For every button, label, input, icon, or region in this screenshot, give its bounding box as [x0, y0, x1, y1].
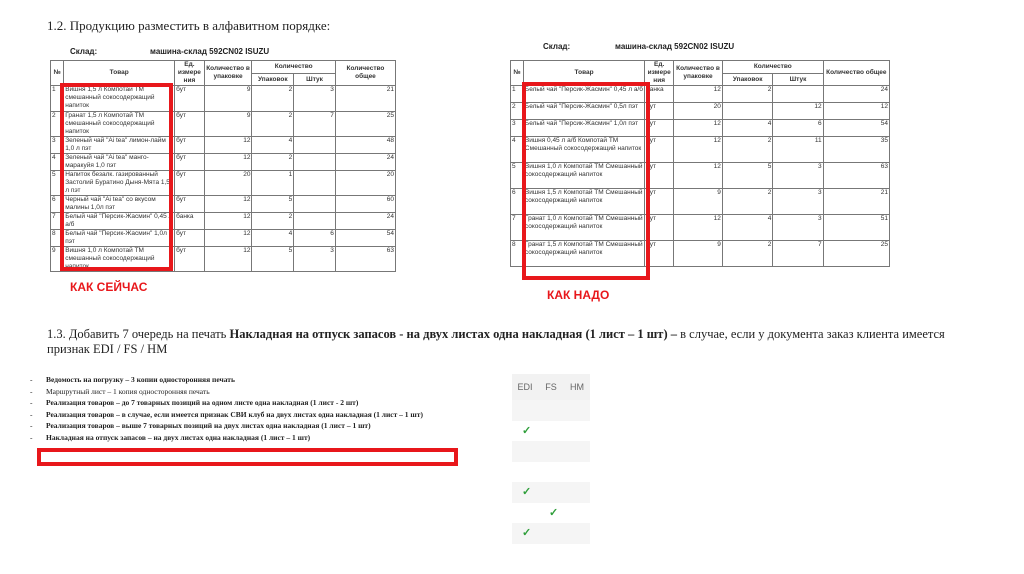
total: 24 — [335, 154, 395, 171]
pieces: 7 — [294, 112, 336, 137]
section-heading-1-2: 1.2. Продукцию разместить в алфавитном порядке: — [47, 18, 331, 33]
print-list-item — [30, 409, 423, 421]
row-number: 7 — [511, 215, 524, 241]
print-list-text: Ведомость на погрузку – 3 копии односторонняя печать — [46, 375, 235, 384]
col-num: № — [511, 61, 524, 86]
packs: 4 — [722, 120, 773, 137]
flag-row — [512, 503, 590, 524]
row-number: 8 — [51, 230, 64, 247]
row-number: 8 — [511, 241, 524, 267]
total: 24 — [335, 213, 395, 230]
pieces — [294, 154, 336, 171]
print-list-item — [30, 420, 423, 432]
unit: бут — [175, 230, 205, 247]
unit: бут — [175, 196, 205, 213]
row-number: 1 — [51, 86, 64, 112]
col-pcs: Штук — [294, 74, 336, 86]
packs: 2 — [252, 213, 294, 230]
pieces — [294, 196, 336, 213]
qty-per-pack: 12 — [204, 247, 252, 272]
left-product-highlight — [60, 83, 173, 271]
pieces: 6 — [294, 230, 336, 247]
product-name: Гранат 1,0 л Компотай ТМ Смешанный сокосодержащий напиток — [523, 215, 644, 241]
product-name: Белый чай "Персик-Жасмин" 0,45 л а/б — [64, 213, 175, 230]
row-number: 4 — [51, 154, 64, 171]
pieces: 7 — [773, 241, 823, 267]
pieces: 3 — [773, 189, 823, 215]
col-total: Количество общее — [335, 61, 395, 86]
unit: бут — [175, 137, 205, 154]
packs — [722, 103, 773, 120]
qty-per-pack: 12 — [674, 163, 723, 189]
packs: 4 — [252, 137, 294, 154]
unit: бут — [645, 163, 674, 189]
unit: бут — [175, 112, 205, 137]
qty-per-pack: 12 — [204, 154, 252, 171]
qty-per-pack: 12 — [674, 137, 723, 163]
pieces: 3 — [294, 86, 336, 112]
right-sklad-label: Склад: — [543, 42, 571, 51]
col-qty: Количество — [722, 61, 823, 74]
para-prefix: 1.3. Добавить 7 очередь на печать — [47, 327, 230, 341]
total: 54 — [823, 120, 889, 137]
row-number: 5 — [511, 163, 524, 189]
product-name: Гранат 1,5 л Компотай ТМ смешанный сокосодержащий напиток — [64, 112, 175, 137]
flags-panel — [512, 374, 590, 544]
product-name: Белый чай "Персик-Жасмин" 1,0л пэт — [523, 120, 644, 137]
flag-header-edi: EDI — [517, 382, 533, 392]
unit: бут — [175, 171, 205, 196]
total: 54 — [335, 230, 395, 247]
check-icon: ✓ — [522, 424, 532, 437]
row-number: 5 — [51, 171, 64, 196]
pieces: 3 — [294, 247, 336, 272]
packs: 2 — [722, 137, 773, 163]
packs: 2 — [252, 86, 294, 112]
col-total: Количество общее — [823, 61, 889, 86]
left-sklad-label: Склад: — [70, 47, 98, 56]
packs: 1 — [252, 171, 294, 196]
list-bullet: - — [30, 386, 33, 396]
print-list-item — [30, 397, 423, 409]
right-sklad-value: машина-склад 592CN02 ISUZU — [615, 42, 735, 51]
packs: 2 — [722, 241, 773, 267]
product-name: Зеленый чай "Ai tea" лимон-лайм 1,0 л пэт — [64, 137, 175, 154]
para-bold: Накладная на отпуск запасов - на двух листах одна накладная (1 лист – 1 шт) – — [229, 327, 677, 341]
unit: бут — [645, 215, 674, 241]
left-sklad-value: машина-склад 592CN02 ISUZU — [150, 47, 270, 56]
row-number: 1 — [511, 86, 524, 103]
row-number: 4 — [511, 137, 524, 163]
col-qty-pack: Количество в упаковке — [204, 61, 252, 86]
total: 25 — [823, 241, 889, 267]
qty-per-pack: 12 — [204, 137, 252, 154]
print-list-text: Реализация товаров – до 7 товарных позиций на одном листе одна накладная (1 лист - 2 шт) — [46, 398, 359, 407]
qty-per-pack: 20 — [204, 171, 252, 196]
product-name: Вишня 1,5 л Компотай ТМ Смешанный сокосодержащий напиток — [523, 189, 644, 215]
print-list-text: Реализация товаров – в случае, если имеется признак СВИ клуб на двух листах одна накладная (1 лист – 1 шт) — [46, 409, 423, 419]
col-unit: Ед. измере ния — [175, 61, 205, 86]
qty-per-pack: 12 — [674, 120, 723, 137]
product-name: Гранат 1,5 л Компотай ТМ Смешанный сокосодержащий напиток — [523, 241, 644, 267]
product-name: Вишня 0,45 л а/б Компотай ТМ Смешанный сокосодержащий напиток — [523, 137, 644, 163]
product-name: Черный чай "Ai tea" со вкусом малины 1,0л пэт — [64, 196, 175, 213]
col-unit: Ед. измере ния — [645, 61, 674, 86]
print-list-item — [30, 374, 423, 386]
total: 21 — [823, 189, 889, 215]
unit: бут — [645, 137, 674, 163]
total: 63 — [335, 247, 395, 272]
col-qty-pack: Количество в упаковке — [674, 61, 723, 86]
section-paragraph-1-3 — [47, 327, 977, 357]
packs: 5 — [252, 247, 294, 272]
col-num: № — [51, 61, 64, 86]
qty-per-pack: 12 — [674, 215, 723, 241]
row-number: 6 — [51, 196, 64, 213]
product-name: Вишня 1,0 л Компотай ТМ Смешанный сокосодержащий напиток — [523, 163, 644, 189]
total: 25 — [335, 112, 395, 137]
qty-per-pack: 9 — [674, 189, 723, 215]
flag-row — [512, 482, 590, 503]
col-qty: Количество — [252, 61, 335, 74]
pieces: 3 — [773, 215, 823, 241]
qty-per-pack: 9 — [204, 112, 252, 137]
pieces: 3 — [773, 163, 823, 189]
para-suffix: в случае, если у документа заказ клиента имеется признак EDI / FS / HM — [47, 327, 945, 356]
total: 48 — [335, 137, 395, 154]
flag-header-hm: HM — [570, 382, 584, 392]
list-bullet: - — [30, 398, 33, 407]
total: 21 — [335, 86, 395, 112]
col-pcs: Штук — [773, 74, 823, 86]
qty-per-pack: 20 — [674, 103, 723, 120]
col-product: Товар — [523, 61, 644, 86]
pieces — [294, 213, 336, 230]
label-how-now: КАК СЕЙЧАС — [70, 280, 148, 294]
flag-row — [512, 441, 590, 462]
new-print-slot-highlight — [37, 448, 458, 466]
unit: бут — [645, 120, 674, 137]
product-name: Белый чай "Персик-Жасмин" 1,0л пэт — [64, 230, 175, 247]
print-list-text: Маршрутный лист – 1 копия односторонняя печать — [46, 386, 210, 396]
unit: бут — [175, 154, 205, 171]
product-name: Белый чай "Персик-Жасмин" 0,5л пэт — [523, 103, 644, 120]
row-number: 3 — [51, 137, 64, 154]
pieces — [294, 137, 336, 154]
print-queue-list — [30, 374, 423, 443]
product-name: Вишня 1,5 л Компотай ТМ смешанный сокосодержащий напиток — [64, 86, 175, 112]
flag-row — [512, 400, 590, 421]
print-list-item — [30, 432, 423, 444]
list-bullet: - — [30, 432, 33, 442]
right-product-highlight — [522, 82, 650, 280]
check-icon: ✓ — [522, 486, 532, 498]
unit: банка — [175, 213, 205, 230]
flag-row — [512, 523, 590, 544]
packs: 4 — [722, 215, 773, 241]
total: 51 — [823, 215, 889, 241]
check-icon: ✓ — [522, 527, 532, 539]
print-list-text: Накладная на отпуск запасов – на двух листах одна накладная (1 лист – 1 шт) — [46, 432, 311, 442]
row-number: 6 — [511, 189, 524, 215]
check-icon: ✓ — [549, 506, 559, 519]
label-how-needed: КАК НАДО — [547, 288, 610, 302]
row-number: 7 — [51, 213, 64, 230]
qty-per-pack: 12 — [204, 230, 252, 247]
qty-per-pack: 12 — [674, 86, 723, 103]
unit: бут — [645, 241, 674, 267]
qty-per-pack: 12 — [204, 196, 252, 213]
list-bullet: - — [30, 409, 33, 419]
product-name: Зеленый чай "Ai tea" манго-маракуйя 1,0 пэт — [64, 154, 175, 171]
total: 20 — [335, 171, 395, 196]
unit: бут — [175, 86, 205, 112]
packs: 2 — [252, 112, 294, 137]
flag-row — [512, 462, 590, 483]
total: 24 — [823, 86, 889, 103]
unit: бут — [645, 103, 674, 120]
product-name: Напиток безалк. газированный Застолий Буратино Дыня-Мята 1,5 л пэт — [64, 171, 175, 196]
total: 63 — [823, 163, 889, 189]
packs: 2 — [722, 86, 773, 103]
col-packs: Упаковок — [252, 74, 294, 86]
print-list-text: Реализация товаров – выше 7 товарных позиций на двух листах одна накладная (1 лист – 1 шт) — [46, 421, 371, 430]
pieces — [773, 86, 823, 103]
total: 60 — [335, 196, 395, 213]
packs: 5 — [252, 196, 294, 213]
product-name: Вишня 1,0 л Компотай ТМ смешанный сокосодержащий напиток — [64, 247, 175, 272]
row-number: 3 — [511, 120, 524, 137]
packs: 2 — [722, 189, 773, 215]
pieces — [294, 171, 336, 196]
unit: бут — [175, 247, 205, 272]
qty-per-pack: 9 — [674, 241, 723, 267]
flag-row — [512, 421, 590, 442]
pieces: 6 — [773, 120, 823, 137]
unit: банка — [645, 86, 674, 103]
print-list-item — [30, 386, 423, 398]
flag-header-fs: FS — [545, 382, 557, 392]
flags-header — [512, 374, 590, 400]
qty-per-pack: 9 — [204, 86, 252, 112]
list-bullet: - — [30, 421, 33, 430]
product-name: Белый чай "Персик-Жасмин" 0,45 л а/б — [523, 86, 644, 103]
pieces: 11 — [773, 137, 823, 163]
row-number: 2 — [51, 112, 64, 137]
qty-per-pack: 12 — [204, 213, 252, 230]
row-number: 2 — [511, 103, 524, 120]
pieces: 12 — [773, 103, 823, 120]
packs: 5 — [722, 163, 773, 189]
row-number: 9 — [51, 247, 64, 272]
total: 35 — [823, 137, 889, 163]
packs: 4 — [252, 230, 294, 247]
col-packs: Упаковок — [722, 74, 773, 86]
list-bullet: - — [30, 375, 33, 384]
packs: 2 — [252, 154, 294, 171]
total: 12 — [823, 103, 889, 120]
unit: бут — [645, 189, 674, 215]
col-product: Товар — [64, 61, 175, 86]
